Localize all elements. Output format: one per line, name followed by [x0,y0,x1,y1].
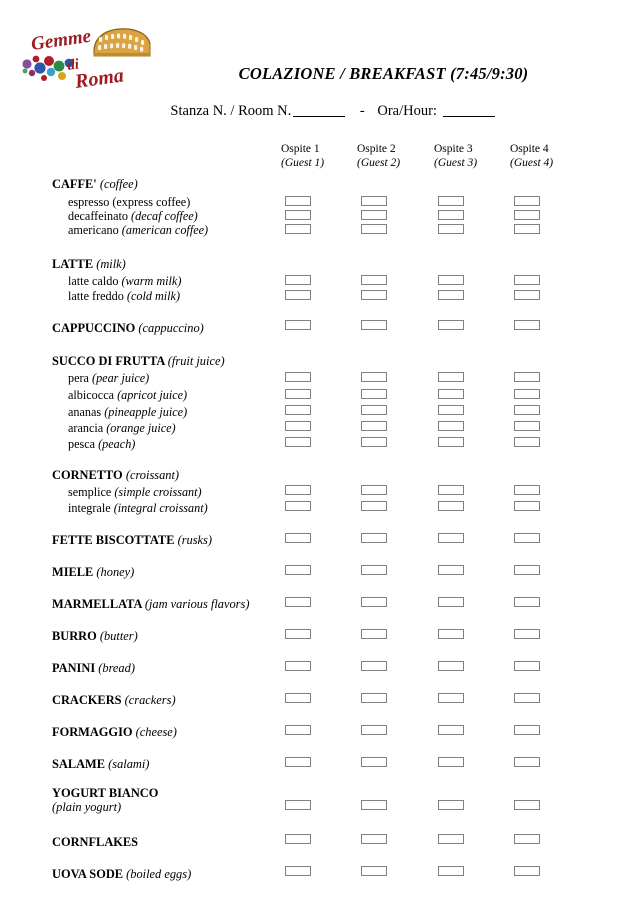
item-name-it: albicocca [68,388,115,402]
checkbox-guest-1[interactable] [285,290,311,300]
item-name-it: americano [68,223,119,237]
checkbox-guest-1[interactable] [285,320,311,330]
checkbox-guest-2[interactable] [361,693,387,703]
item-label [68,210,198,223]
separator-dash: - [359,102,365,119]
checkbox-guest-2[interactable] [361,800,387,810]
item-name-en: (simple croissant) [114,485,202,499]
checkbox-guest-1[interactable] [285,485,311,495]
checkbox-guest-4[interactable] [514,501,540,511]
item-name-it: BURRO [52,629,97,643]
checkbox-guest-1[interactable] [285,389,311,399]
item-name-it: FORMAGGIO [52,725,133,739]
guest-column-header-3 [434,142,477,170]
page-title: COLAZIONE / BREAKFAST (7:45/9:30) [238,64,529,83]
checkbox-guest-3[interactable] [438,389,464,399]
checkbox-guest-3[interactable] [438,693,464,703]
item-name-en: (butter) [99,629,138,643]
item-name-it: semplice [68,485,112,499]
checkbox-guest-3[interactable] [438,421,464,431]
checkbox-guest-3[interactable] [438,800,464,810]
checkbox-guest-1[interactable] [285,597,311,607]
checkbox-guest-3[interactable] [438,629,464,639]
checkbox-guest-1[interactable] [285,757,311,767]
checkbox-guest-2[interactable] [361,629,387,639]
item-name-it: MARMELLATA [52,597,142,611]
item-label [68,389,187,402]
checkbox-guest-4[interactable] [514,693,540,703]
guest-label-it: Ospite 4 [510,143,549,155]
item-name-en: (crackers) [124,693,176,707]
checkbox-guest-2[interactable] [361,320,387,330]
checkbox-guest-1[interactable] [285,196,311,206]
room-number-input[interactable] [293,102,345,117]
item-label [68,196,190,209]
item-label [68,372,149,385]
checkbox-guest-3[interactable] [438,224,464,234]
item-label [68,406,187,419]
item-name-it: pesca [68,437,96,451]
checkbox-guest-3[interactable] [438,485,464,495]
item-name-it: MIELE [52,565,94,579]
checkbox-guest-1[interactable] [285,372,311,382]
checkbox-guest-2[interactable] [361,196,387,206]
item-label [52,469,179,482]
guest-column-header-2 [357,142,400,170]
item-label [52,322,204,335]
item-label [52,630,138,643]
item-name-en: (boiled eggs) [126,867,192,881]
item-name-en: (decaf coffee) [131,209,198,223]
item-name-en: (american coffee) [121,223,209,237]
checkbox-guest-4[interactable] [514,866,540,876]
checkbox-guest-3[interactable] [438,725,464,735]
checkbox-guest-4[interactable] [514,800,540,810]
checkbox-guest-1[interactable] [285,725,311,735]
checkbox-guest-2[interactable] [361,725,387,735]
item-name-it: FETTE BISCOTTATE [52,533,175,547]
checkbox-guest-1[interactable] [285,501,311,511]
item-name-en: (honey) [96,565,135,579]
checkbox-guest-1[interactable] [285,866,311,876]
item-name-it: CRACKERS [52,693,122,707]
guest-label-en: (Guest 1) [281,157,325,169]
checkbox-guest-1[interactable] [285,800,311,810]
item-label [52,598,249,611]
checkbox-guest-2[interactable] [361,437,387,447]
item-label [68,486,202,499]
item-name-en: (apricot juice) [117,388,188,402]
guest-label-it: Ospite 2 [357,143,396,155]
item-name-it: pera [68,371,89,385]
checkbox-guest-1[interactable] [285,224,311,234]
item-name-it: SUCCO DI FRUTTA [52,354,165,368]
checkbox-guest-3[interactable] [438,501,464,511]
checkbox-guest-2[interactable] [361,565,387,575]
item-name-it: SALAME [52,757,106,771]
item-label [52,758,149,771]
item-label [52,726,177,739]
logo-text-di: di [66,56,81,74]
checkbox-guest-4[interactable] [514,196,540,206]
item-label [68,290,180,303]
item-name-en: (plain yogurt) [52,800,122,814]
item-name-en: (bread) [98,661,135,675]
checkbox-guest-2[interactable] [361,372,387,382]
hour-label: Ora/Hour: [377,102,437,119]
logo-text-roma: Roma [73,64,126,93]
item-name-it: latte freddo [68,289,124,303]
guest-column-header-4 [510,142,553,170]
item-name-it: CORNFLAKES [52,835,139,849]
item-label [52,787,158,814]
checkbox-guest-4[interactable] [514,372,540,382]
item-label [52,662,135,675]
item-label [52,258,126,271]
checkbox-guest-1[interactable] [285,565,311,575]
item-label [52,178,138,191]
hour-input[interactable] [443,102,495,117]
checkbox-guest-4[interactable] [514,597,540,607]
checkbox-guest-1[interactable] [285,437,311,447]
item-label [68,422,176,435]
item-label [52,694,176,707]
checkbox-guest-4[interactable] [514,290,540,300]
checkbox-guest-2[interactable] [361,389,387,399]
item-name-en: (cheese) [135,725,177,739]
checkbox-guest-4[interactable] [514,421,540,431]
item-name-en: (jam various flavors) [144,597,250,611]
item-name-it: CAPPUCCINO [52,321,136,335]
checkbox-guest-4[interactable] [514,405,540,415]
checkbox-guest-2[interactable] [361,421,387,431]
room-label: Stanza N. / Room N. [170,102,292,119]
checkbox-guest-4[interactable] [514,485,540,495]
item-name-en: (pear juice) [92,371,150,385]
checkbox-guest-4[interactable] [514,320,540,330]
checkbox-guest-1[interactable] [285,693,311,703]
item-name-en: (cold milk) [126,289,181,303]
item-name-en: (cappuccino) [138,321,204,335]
checkbox-guest-4[interactable] [514,629,540,639]
guest-column-header-1 [281,142,324,170]
item-name-en: (express coffee) [112,195,191,209]
checkbox-guest-2[interactable] [361,834,387,844]
checkbox-guest-1[interactable] [285,834,311,844]
item-name-en: (orange juice) [106,421,176,435]
item-name-en: (croissant) [125,468,180,482]
item-name-it: decaffeinato [68,209,128,223]
checkbox-guest-3[interactable] [438,275,464,285]
checkbox-guest-4[interactable] [514,533,540,543]
checkbox-guest-4[interactable] [514,224,540,234]
room-hour-line [0,102,637,120]
checkbox-guest-3[interactable] [438,866,464,876]
checkbox-guest-2[interactable] [361,485,387,495]
item-name-it: YOGURT BIANCO [52,786,159,800]
checkbox-guest-3[interactable] [438,834,464,844]
checkbox-guest-2[interactable] [361,290,387,300]
checkbox-guest-2[interactable] [361,597,387,607]
checkbox-guest-2[interactable] [361,501,387,511]
checkbox-guest-2[interactable] [361,866,387,876]
checkbox-guest-4[interactable] [514,725,540,735]
checkbox-guest-3[interactable] [438,565,464,575]
checkbox-guest-3[interactable] [438,372,464,382]
checkbox-guest-3[interactable] [438,210,464,220]
item-name-en: (integral croissant) [113,501,208,515]
checkbox-guest-2[interactable] [361,210,387,220]
item-name-it: CORNETTO [52,468,123,482]
item-label [68,224,208,237]
checkbox-guest-2[interactable] [361,661,387,671]
checkbox-guest-4[interactable] [514,661,540,671]
guest-label-it: Ospite 3 [434,143,473,155]
checkbox-guest-4[interactable] [514,565,540,575]
checkbox-guest-4[interactable] [514,389,540,399]
checkbox-guest-2[interactable] [361,757,387,767]
guest-label-en: (Guest 4) [510,157,554,169]
checkbox-guest-3[interactable] [438,290,464,300]
item-label [52,534,212,547]
checkbox-guest-1[interactable] [285,405,311,415]
checkbox-guest-4[interactable] [514,210,540,220]
item-name-it: PANINI [52,661,96,675]
item-label [52,355,225,368]
checkbox-guest-2[interactable] [361,533,387,543]
guest-label-en: (Guest 3) [434,157,478,169]
item-name-it: latte caldo [68,274,119,288]
guest-label-it: Ospite 1 [281,143,320,155]
guest-label-en: (Guest 2) [357,157,401,169]
checkbox-guest-3[interactable] [438,320,464,330]
item-name-en: (rusks) [177,533,212,547]
checkbox-guest-3[interactable] [438,437,464,447]
item-name-en: (coffee) [99,177,138,191]
item-label [52,566,134,579]
checkbox-guest-3[interactable] [438,661,464,671]
item-name-it: arancia [68,421,104,435]
checkbox-guest-1[interactable] [285,421,311,431]
item-name-en: (fruit juice) [167,354,225,368]
item-name-en: (peach) [98,437,136,451]
checkbox-guest-1[interactable] [285,629,311,639]
checkbox-guest-3[interactable] [438,405,464,415]
item-label [68,275,181,288]
checkbox-guest-3[interactable] [438,597,464,607]
checkbox-guest-4[interactable] [514,275,540,285]
item-label [52,836,138,849]
checkbox-guest-1[interactable] [285,210,311,220]
item-name-en: (milk) [96,257,126,271]
checkbox-guest-2[interactable] [361,275,387,285]
item-name-en: (pineapple juice) [104,405,188,419]
checkbox-guest-4[interactable] [514,437,540,447]
colosseum-icon [94,29,150,56]
item-label [52,868,191,881]
checkbox-guest-2[interactable] [361,405,387,415]
item-name-en: (salami) [108,757,150,771]
checkbox-guest-3[interactable] [438,533,464,543]
item-name-it: integrale [68,501,111,515]
checkbox-guest-1[interactable] [285,661,311,671]
checkbox-guest-1[interactable] [285,275,311,285]
checkbox-guest-4[interactable] [514,834,540,844]
logo-text-gemme: Gemme [29,25,93,55]
item-name-en: (warm milk) [121,274,182,288]
item-label [68,438,135,451]
item-label [68,502,208,515]
item-name-it: CAFFE' [52,177,97,191]
hotel-logo [14,16,174,96]
item-name-it: LATTE [52,257,94,271]
item-name-it: espresso [68,195,110,209]
checkbox-guest-3[interactable] [438,196,464,206]
item-name-it: UOVA SODE [52,867,124,881]
checkbox-guest-1[interactable] [285,533,311,543]
checkbox-guest-4[interactable] [514,757,540,767]
item-name-it: ananas [68,405,102,419]
checkbox-guest-2[interactable] [361,224,387,234]
checkbox-guest-3[interactable] [438,757,464,767]
